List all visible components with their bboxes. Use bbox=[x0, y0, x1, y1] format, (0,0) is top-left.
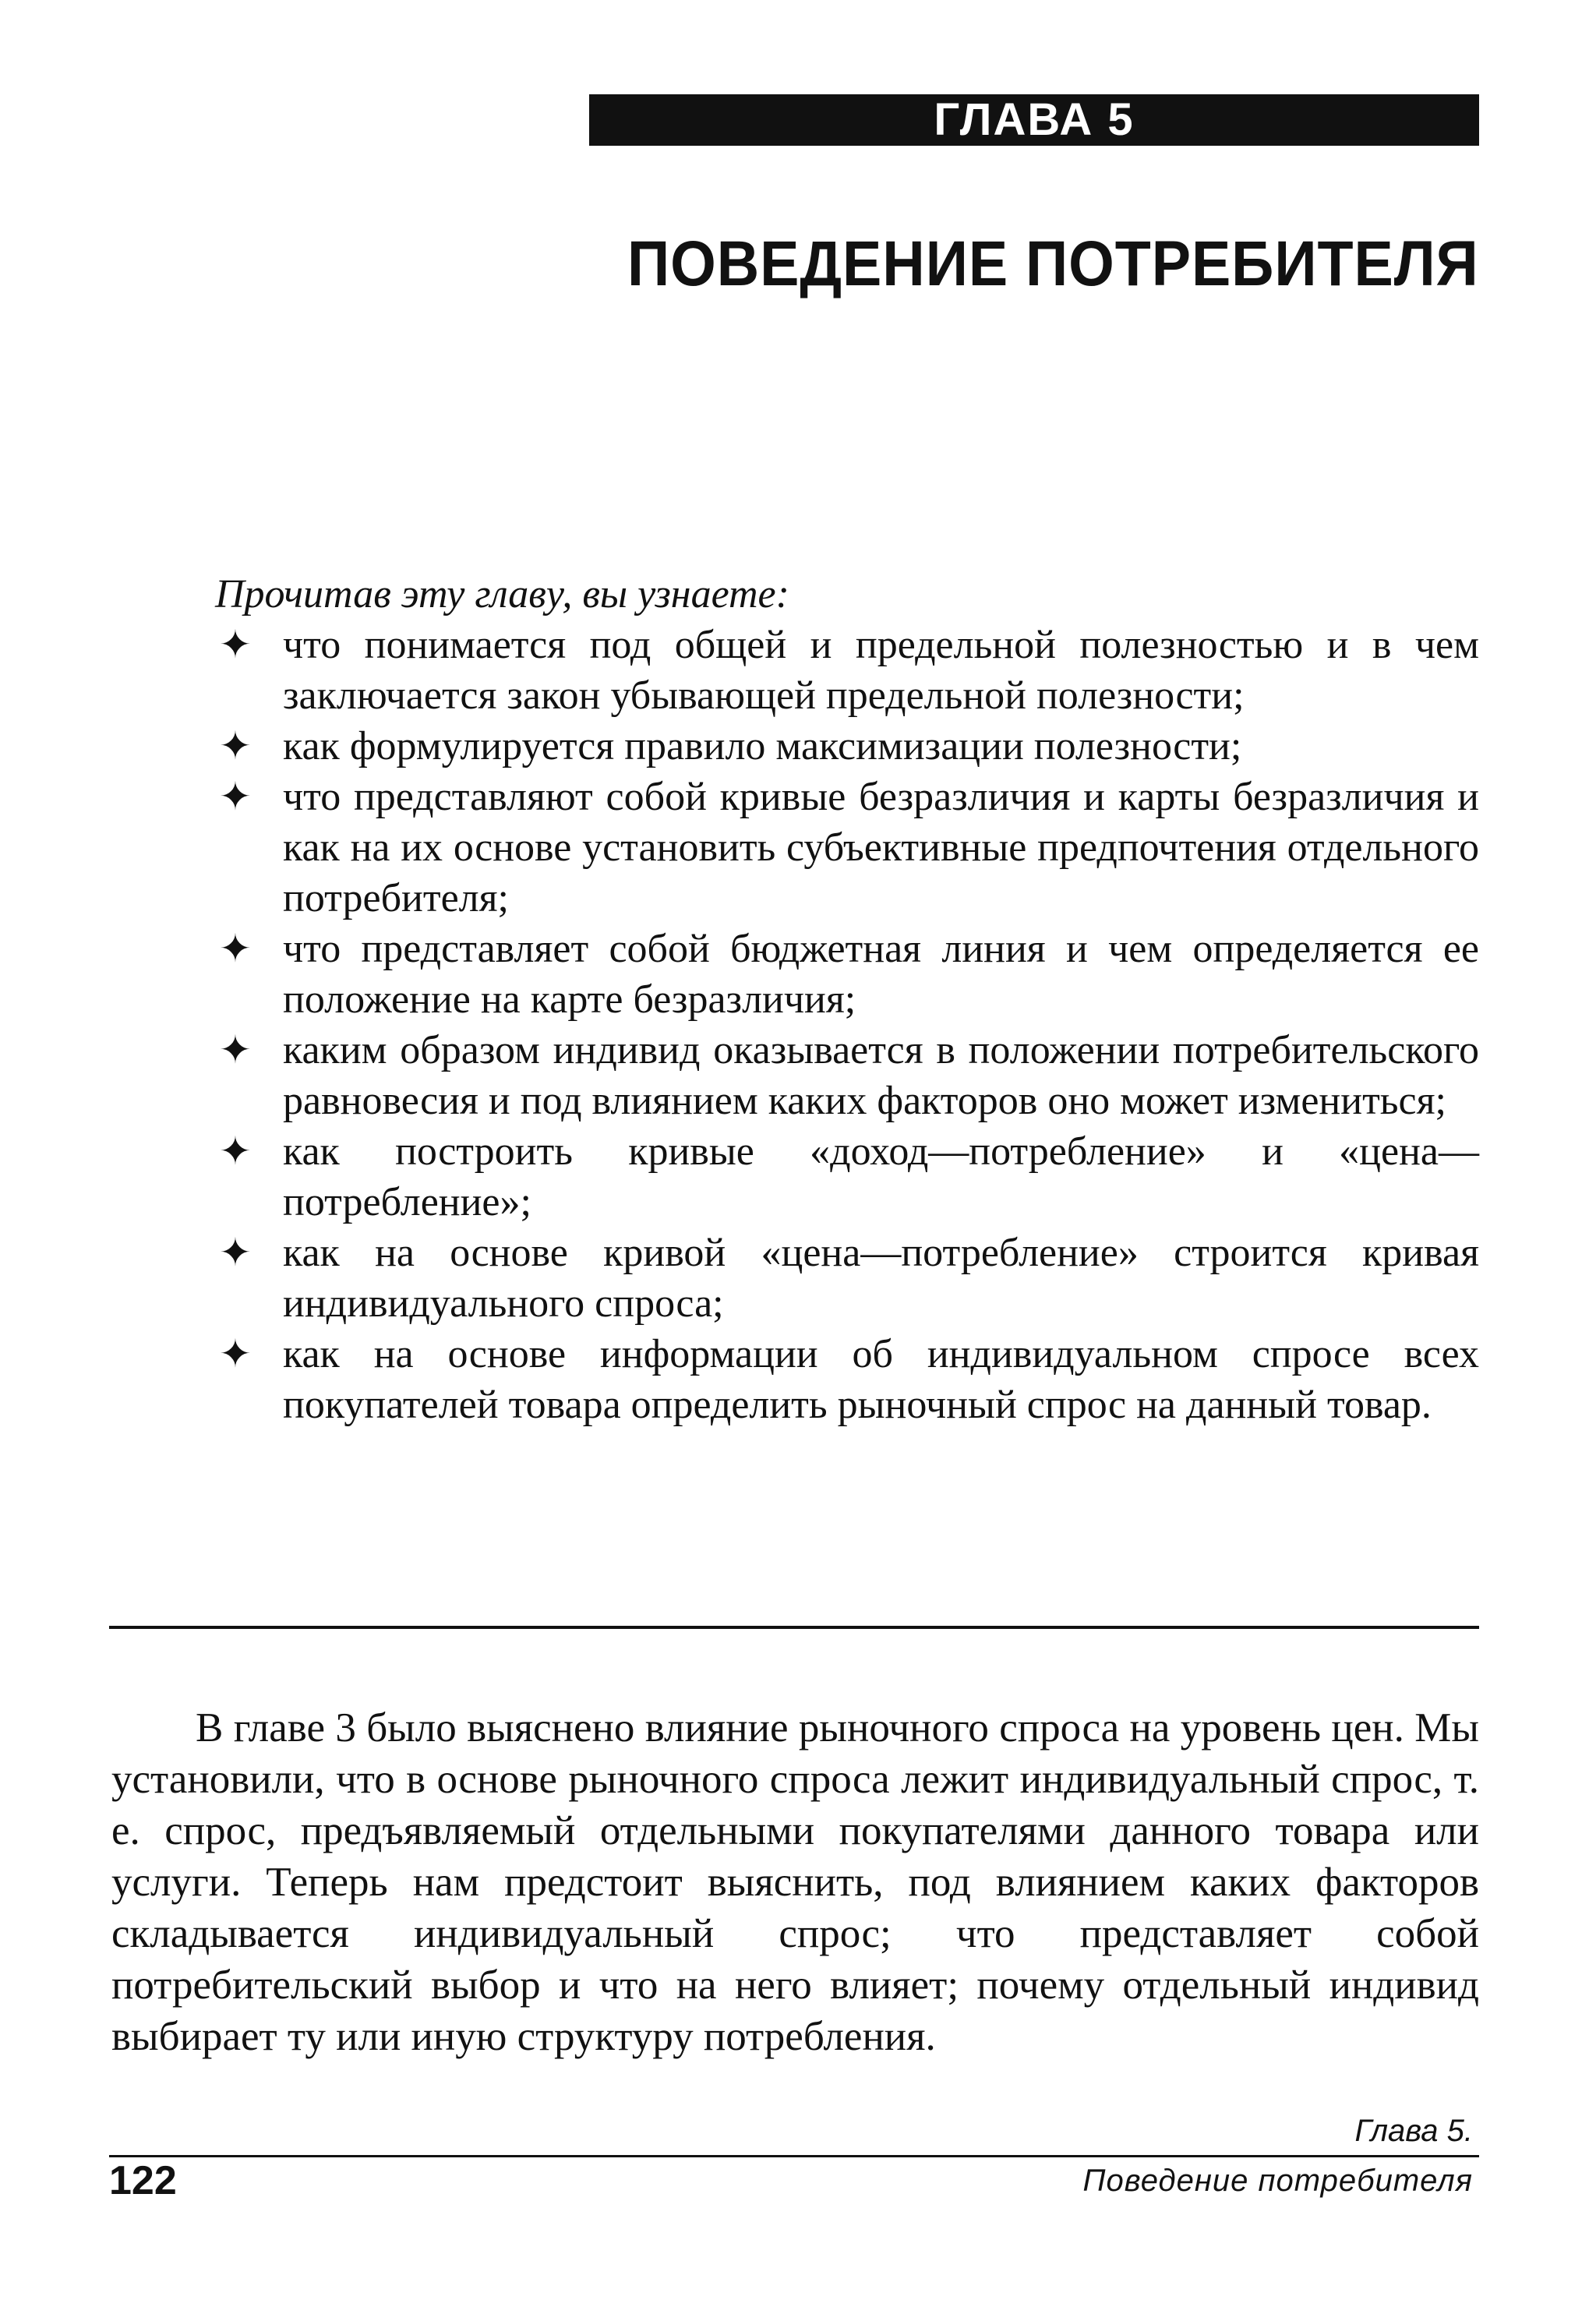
list-item bbox=[215, 772, 1479, 924]
footer-divider bbox=[109, 2155, 1479, 2157]
list-item-text: каким образом индивид оказывается в положении потребительского равновесия и под влиянием каких факторов оно может измениться; bbox=[283, 1028, 1479, 1123]
chapter-objectives bbox=[215, 569, 1479, 1430]
list-item-text: как построить кривые «доход—потребление» и «цена—потребление»; bbox=[283, 1129, 1479, 1224]
list-item bbox=[215, 924, 1479, 1025]
chapter-label-bar: ГЛАВА 5 bbox=[589, 94, 1479, 146]
running-footer-chapter: Глава 5. bbox=[1354, 2114, 1473, 2148]
star-bullet-icon: ✦ bbox=[219, 1332, 252, 1376]
list-item-text: как формулируется правило максимизации полезности; bbox=[283, 724, 1242, 768]
list-item-text: как на основе кривой «цена—потребление» строится кривая индивидуального спроса; bbox=[283, 1231, 1479, 1326]
star-bullet-icon: ✦ bbox=[219, 623, 252, 666]
list-item-text: что представляют собой кривые безразличия и карты безразличия и как на их основе установить субъективные предпочтения отдельного потребителя; bbox=[283, 775, 1479, 920]
objectives-list bbox=[215, 620, 1479, 1430]
list-item bbox=[215, 1126, 1479, 1228]
star-bullet-icon: ✦ bbox=[219, 1028, 252, 1072]
list-item-text: что понимается под общей и предельной полезностью и в чем заключается закон убывающей предельной полезности; bbox=[283, 623, 1479, 718]
page-number: 122 bbox=[109, 2158, 177, 2203]
star-bullet-icon: ✦ bbox=[219, 927, 252, 970]
star-bullet-icon: ✦ bbox=[219, 775, 252, 818]
section-divider bbox=[109, 1626, 1479, 1629]
running-footer-title: Поведение потребителя bbox=[1082, 2164, 1473, 2198]
list-item bbox=[215, 1025, 1479, 1126]
body-paragraph: В главе 3 было выяснено влияние рыночного спроса на уровень цен. Мы установили, что в основе рыночного спроса лежит индивидуальный спрос, т. е. спрос, предъявляемый отдельными покупателями данного товара или услуги. Теперь нам предстоит выяснить, под влиянием каких факторов складывается индивидуальный спрос; что представляет собой потребительский выбор и что на него влияет; почему отдельный индивид выбирает ту или иную структуру потребления. bbox=[111, 1705, 1479, 2059]
list-item-text: что представляет собой бюджетная линия и чем определяется ее положение на карте безразличия; bbox=[283, 927, 1479, 1022]
list-item bbox=[215, 620, 1479, 721]
chapter-title: ПОВЕДЕНИЕ ПОТРЕБИТЕЛЯ bbox=[627, 228, 1479, 299]
star-bullet-icon: ✦ bbox=[219, 1129, 252, 1173]
list-item bbox=[215, 1228, 1479, 1329]
list-item-text: как на основе информации об индивидуальном спросе всех покупателей товара определить рыночный спрос на данный товар. bbox=[283, 1332, 1479, 1427]
list-item bbox=[215, 1329, 1479, 1430]
objectives-lead: Прочитав эту главу, вы узнаете: bbox=[215, 572, 789, 616]
star-bullet-icon: ✦ bbox=[219, 1231, 252, 1274]
list-item bbox=[215, 721, 1479, 772]
star-bullet-icon: ✦ bbox=[219, 724, 252, 768]
